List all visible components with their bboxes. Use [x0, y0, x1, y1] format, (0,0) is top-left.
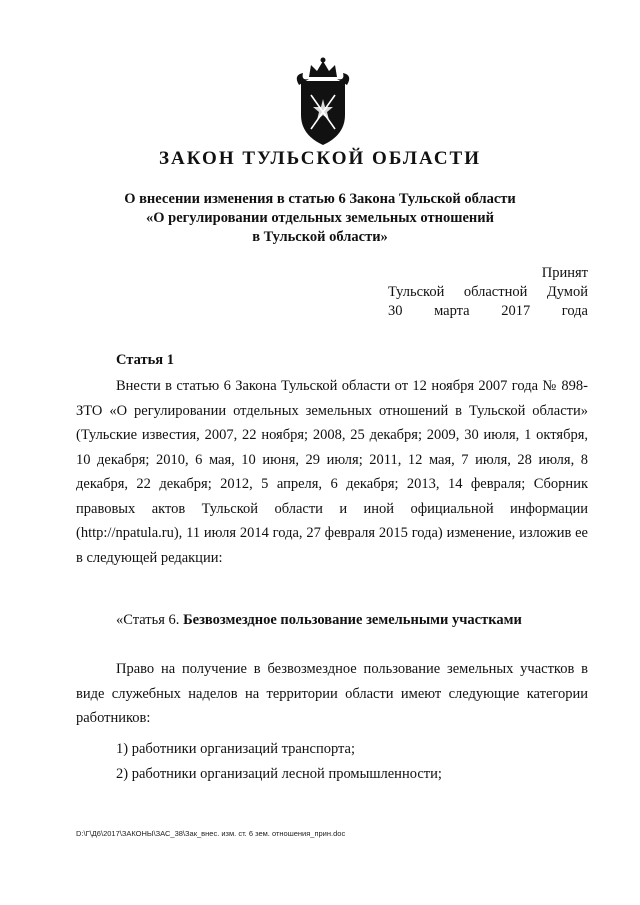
file-path-footer: D:\Г\Д6\2017\ЗАКОНЫ\ЗАС_38\Зак_внес. изм. ст. 6 зем. отношения_прин.doc [76, 829, 346, 838]
article-6-title [76, 608, 588, 633]
article-1-text: Внести в статью 6 Закона Тульской области от 12 ноября 2007 года № 898-ЗТО «О регулировании отдельных земельных отношений в Тульской области» (Тульские известия, 2007, 22 ноября; 2008, 25 декабря; 2009, 30 июля, 1 октября, 10 декабря; 2010, 6 мая, 10 июня, 29 июля; 2011, 12 мая, 7 июля, 28 июля, 8 декабря, 22 декабря; 2012, 5 апреля, 6 декабря; 2013, 14 февраля; Сборник правовых актов Тульской области и иной официальной информации (http://npatula.ru), 11 июля 2014 года, 27 февраля 2015 года) изменение, изложив ее в следующей редакции: [76, 378, 588, 566]
article-6-prefix: «Статья 6. [116, 612, 180, 628]
adopted-by-word: Тульской [388, 284, 445, 300]
subtitle-line: О внесении изменения в статью 6 Закона Тульской области [124, 191, 516, 207]
adopted-date [388, 302, 588, 321]
workers-list [116, 737, 442, 786]
list-item: 2) работники организаций лесной промышленности; [116, 765, 442, 782]
article-6-heading: Безвозмездное пользование земельными участками [183, 612, 522, 628]
article-6-text: Право на получение в безвозмездное пользование земельных участков в виде служебных наделов на территории области имеют следующие категории работников: [76, 661, 588, 726]
article-1-heading: Статья 1 [116, 352, 174, 368]
law-subtitle [80, 190, 560, 247]
adopted-by-word: Думой [546, 284, 588, 300]
adopted-date-month: марта [434, 303, 470, 319]
subtitle-line: в Тульской области» [252, 229, 388, 245]
adopted-date-day: 30 [388, 303, 403, 319]
adopted-date-suffix: года [561, 303, 588, 319]
adopted-label: Принят [541, 265, 588, 281]
law-title: ЗАКОН ТУЛЬСКОЙ ОБЛАСТИ [158, 148, 482, 169]
coat-of-arms-emblem [291, 55, 355, 147]
subtitle-line: «О регулировании отдельных земельных отношений [146, 210, 494, 226]
list-item: 1) работники организаций транспорта; [116, 741, 356, 757]
adopted-by-word: областной [463, 284, 528, 300]
adopted-by [388, 283, 588, 302]
adoption-block [388, 264, 588, 321]
adopted-date-year: 2017 [501, 303, 531, 319]
